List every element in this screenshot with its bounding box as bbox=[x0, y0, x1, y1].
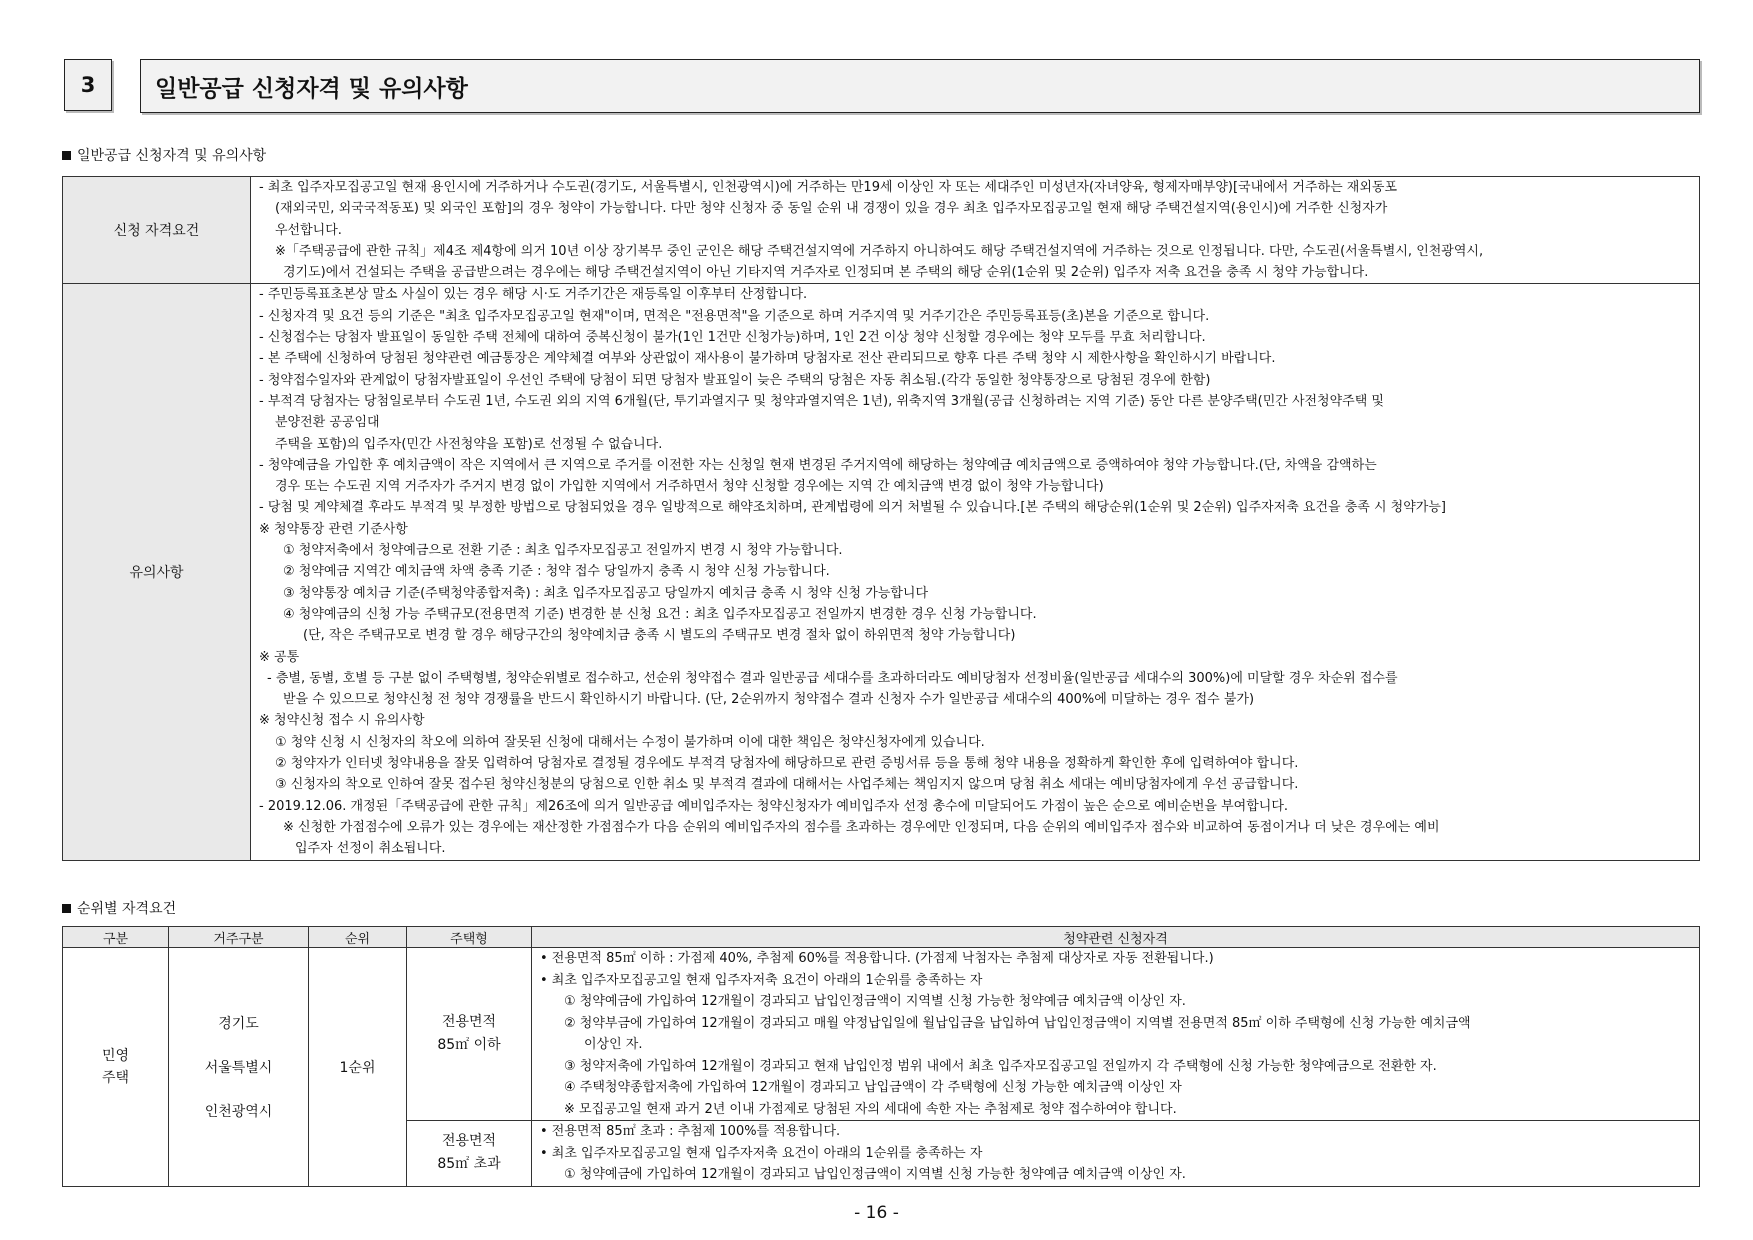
requirements-cell bbox=[532, 948, 1700, 1121]
requirement-line: ③ 청약저축에 가입하여 12개월이 경과되고 현재 납입인정 범위 내에서 최초 입주자모집공고일 전일까지 각 주택형에 신청 가능한 청약예금으로 전환한 자. bbox=[564, 1058, 1437, 1074]
notice-content bbox=[251, 284, 1700, 860]
notice-line: 받을 수 있으므로 청약신청 전 청약 경쟁률을 반드시 확인하시기 바랍니다. (단, 2순위까지 청약접수 결과 신청자 수가 일반공급 세대수의 400%에 미달하는 경우 접수 불가) bbox=[283, 692, 1255, 708]
notice-line: - 층별, 동별, 호별 등 구분 없이 주택형별, 청약순위별로 접수하고, 선순위 청약접수 결과 일반공급 세대수를 초과하더라도 예비당첨자 선정비율(일반공급 세대수의 300%)에 미달할 경우 차순위 접수를 bbox=[267, 670, 1398, 686]
square-bullet-icon bbox=[62, 151, 71, 160]
notice-line: 입주자 선정이 취소됩니다. bbox=[295, 841, 446, 857]
house-type-cell: 전용면적 85㎡ 이하 bbox=[407, 948, 532, 1121]
column-header: 구분 bbox=[63, 927, 169, 948]
notice-line: - 본 주택에 신청하여 당첨된 청약관련 예금통장은 계약체결 여부와 상관없이 재사용이 불가하며 당첨자로 전산 관리되므로 향후 다른 주택 청약 시 제한사항을 확인하시기 바랍니다. bbox=[259, 351, 1276, 367]
requirement-line: ① 청약예금에 가입하여 12개월이 경과되고 납입인정금액이 지역별 신청 가능한 청약예금 예치금액 이상인 자. bbox=[564, 994, 1186, 1009]
column-header: 거주구분 bbox=[169, 927, 309, 948]
region-cell bbox=[169, 948, 309, 1187]
qualification-content bbox=[251, 177, 1700, 284]
table-row bbox=[63, 948, 1700, 1121]
notice-line: ※ 공통 bbox=[259, 649, 300, 665]
notice-line: ※ 신청한 가점점수에 오류가 있는 경우에는 재산정한 가점점수가 다음 순위의 예비입주자의 점수를 초과하는 경우에만 인정되며, 다음 순위의 예비입주자 점수와 비교하여 동점이거나 더 낮은 경우에는 예비 bbox=[283, 819, 1440, 835]
section-number: 3 bbox=[64, 59, 112, 111]
notice-line: ※ 청약통장 관련 기준사항 bbox=[259, 521, 408, 537]
requirement-line: • 최초 입주자모집공고일 현재 입주자저축 요건이 아래의 1순위를 충족하는 자 bbox=[540, 1145, 983, 1161]
notice-line: 주택을 포함)의 입주자(민간 사전청약을 포함)로 선정될 수 없습니다. bbox=[275, 436, 663, 452]
notice-line: - 주민등록표초본상 말소 사실이 있는 경우 해당 시·도 거주기간은 재등록일 이후부터 산정합니다. bbox=[259, 287, 808, 303]
notice-line: ② 청약예금 지역간 예치금액 차액 충족 기준 : 청약 접수 당일까지 충족 시 청약 신청 가능합니다. bbox=[283, 564, 830, 580]
eligibility-table bbox=[62, 176, 1700, 861]
notice-line: ① 청약저축에서 청약예금으로 전환 기준 : 최초 입주자모집공고 전일까지 변경 시 청약 가능합니다. bbox=[283, 543, 843, 559]
requirement-line: • 전용면적 85㎡ 이하 : 가점제 40%, 추첨제 60%를 적용합니다. (가점제 낙첨자는 추첨제 대상자로 자동 전환됩니다.) bbox=[540, 951, 1214, 966]
requirement-line: • 전용면적 85㎡ 초과 : 추첨제 100%를 적용합니다. bbox=[540, 1124, 841, 1139]
table-header-row bbox=[63, 927, 1700, 948]
category-cell: 민영 주택 bbox=[63, 948, 169, 1187]
notice-line: - 청약접수일자와 관계없이 당첨자발표일이 우선인 주택에 당첨이 되면 당첨자 발표일이 늦은 주택의 당첨은 자동 취소됨.(각각 동일한 청약통장으로 당첨된 경우에 한함) bbox=[259, 372, 1211, 388]
notice-line: - 부적격 당첨자는 당첨일로부터 수도권 1년, 수도권 외의 지역 6개월(단, 투기과열지구 및 청약과열지역은 1년), 위축지역 3개월(공급 신청하려는 지역 기준) 동안 다른 분양주택(민간 사전청약주택 및 bbox=[259, 393, 1384, 409]
subsection-heading-eligibility bbox=[62, 145, 266, 165]
notice-line: ② 청약자가 인터넷 청약내용을 잘못 입력하여 당첨자로 결정될 경우에도 부적격 당첨자에 해당하므로 관련 증빙서류 등을 통해 청약 내용을 정확하게 확인한 후에 입력하여야 합니다. bbox=[275, 756, 1299, 772]
requirements-cell bbox=[532, 1121, 1700, 1187]
requirement-line: ② 청약부금에 가입하여 12개월이 경과되고 매월 약정납입일에 월납입금을 납입하여 납입인정금액이 지역별 전용면적 85㎡ 이하 주택형에 신청 가능한 예치금액 bbox=[564, 1015, 1471, 1031]
qualification-line: 경기도)에서 건설되는 주택을 공급받으려는 경우에는 해당 주택건설지역이 아닌 기타지역 거주자로 인정되며 본 주택의 해당 순위(1순위 및 2순위) 입주자 저축 요건을 충족 시 청약 가능합니다. bbox=[283, 265, 1369, 281]
notice-line: - 신청접수는 당첨자 발표일이 동일한 주택 전체에 대하여 중복신청이 불가(1인 1건만 신청가능)하며, 1인 2건 이상 청약 신청할 경우에는 청약 모두를 무효 처리합니다. bbox=[259, 330, 1206, 346]
requirement-line: • 최초 입주자모집공고일 현재 입주자저축 요건이 아래의 1순위를 충족하는 자 bbox=[540, 972, 983, 988]
notice-line: 경우 또는 수도권 지역 거주자가 주거지 변경 없이 가입한 지역에서 거주하면서 청약 신청할 경우에는 지역 간 예치금액 변경 없이 청약 가능합니다) bbox=[275, 479, 1104, 495]
notice-line: 분양전환 공공임대 bbox=[275, 415, 380, 431]
notice-line: ④ 청약예금의 신청 가능 주택규모(전용면적 기준) 변경한 분 신청 요건 : 최초 입주자모집공고 전일까지 변경한 경우 신청 가능합니다. bbox=[283, 606, 1037, 622]
rank-cell: 1순위 bbox=[309, 948, 407, 1187]
requirement-line: 이상인 자. bbox=[584, 1037, 643, 1052]
column-header: 순위 bbox=[309, 927, 407, 948]
subsection-title: 일반공급 신청자격 및 유의사항 bbox=[77, 148, 267, 164]
region-name: 인천광역시 bbox=[204, 1103, 273, 1120]
house-type-cell: 전용면적 85㎡ 초과 bbox=[407, 1121, 532, 1187]
notice-line: - 신청자격 및 요건 등의 기준은 "최초 입주자모집공고일 현재"이며, 면적은 "전용면적"을 기준으로 하며 거주지역 및 거주기간은 주민등록표등(초)본을 기준으로 합니다. bbox=[259, 308, 1210, 324]
column-header: 주택형 bbox=[407, 927, 532, 948]
notice-line: ※ 청약신청 접수 시 유의사항 bbox=[259, 713, 425, 729]
requirement-line: ④ 주택청약종합저축에 가입하여 12개월이 경과되고 납입금액이 각 주택형에 신청 가능한 예치금액 이상인 자 bbox=[564, 1080, 1182, 1095]
notice-line: ③ 청약통장 예치금 기준(주택청약종합저축) : 최초 입주자모집공고 당일까지 예치금 충족 시 청약 신청 가능합니다 bbox=[283, 585, 929, 601]
rank-qualification-table bbox=[62, 926, 1700, 1187]
qualification-line: - 최초 입주자모집공고일 현재 용인시에 거주하거나 수도권(경기도, 서울특별시, 인천광역시)에 거주하는 만19세 이상인 자 또는 세대주인 미성년자(자녀양육, 형제자매부양)[국내에서 거주하는 재외동포 bbox=[259, 180, 1398, 195]
square-bullet-icon bbox=[62, 904, 71, 913]
notice-line: ③ 신청자의 착오로 인하여 잘못 접수된 청약신청분의 당첨으로 인한 취소 및 부적격 결과에 대해서는 사업주체는 책임지지 않으며 당첨 취소 세대는 예비당첨자에게 우선 공급합니다. bbox=[275, 777, 1299, 793]
notice-line: ① 청약 신청 시 신청자의 착오에 의하여 잘못된 신청에 대해서는 수정이 불가하며 이에 대한 책임은 청약신청자에게 있습니다. bbox=[275, 734, 985, 750]
requirement-line: ① 청약예금에 가입하여 12개월이 경과되고 납입인정금액이 지역별 신청 가능한 청약예금 예치금액 이상인 자. bbox=[564, 1167, 1186, 1182]
qualification-label: 신청 자격요건 bbox=[63, 177, 251, 284]
notice-label: 유의사항 bbox=[63, 284, 251, 860]
column-header: 청약관련 신청자격 bbox=[532, 927, 1700, 948]
notice-line: - 2019.12.06. 개정된「주택공급에 관한 규칙」제26조에 의거 일반공급 예비입주자는 청약신청자가 예비입주자 선정 총수에 미달되어도 가점이 높은 순으로 예비순번을 부여합니다. bbox=[259, 798, 1289, 814]
qualification-line: 우선합니다. bbox=[275, 222, 342, 238]
qualification-row bbox=[63, 177, 1700, 284]
page-number: - 16 - bbox=[854, 1203, 899, 1223]
region-name: 경기도 bbox=[218, 1015, 259, 1032]
section-title: 일반공급 신청자격 및 유의사항 bbox=[140, 59, 1700, 113]
qualification-line: (재외국민, 외국국적동포) 및 외국인 포함]의 경우 청약이 가능합니다. 다만 청약 신청자 중 동일 순위 내 경쟁이 있을 경우 최초 입주자모집공고일 현재 해당 주택건설지역(용인시)에 거주한 신청자가 bbox=[275, 201, 1388, 217]
notice-row bbox=[63, 284, 1700, 860]
region-name: 서울특별시 bbox=[204, 1059, 273, 1076]
notice-line: - 청약예금을 가입한 후 예치금액이 작은 지역에서 큰 지역으로 주거를 이전한 자는 신청일 현재 변경된 주거지역에 해당하는 청약예금 예치금액으로 증액하여야 청약 가능합니다.(단, 차액을 감액하는 bbox=[259, 457, 1377, 473]
notice-line: (단, 작은 주택규모로 변경 할 경우 해당구간의 청약예치금 충족 시 별도의 주택규모 변경 절차 없이 하위면적 청약 가능합니다) bbox=[303, 628, 1016, 644]
qualification-line: ※「주택공급에 관한 규칙」제4조 제4항에 의거 10년 이상 장기복무 중인 군인은 해당 주택건설지역에 거주하지 아니하여도 해당 주택건설지역에 거주하는 것으로 인정됩니다. 다만, 수도권(서울특별시, 인천광역시, bbox=[275, 243, 1484, 259]
subsection-title: 순위별 자격요건 bbox=[77, 901, 177, 917]
requirement-line: ※ 모집공고일 현재 과거 2년 이내 가점제로 당첨된 자의 세대에 속한 자는 추첨제로 청약 접수하여야 합니다. bbox=[564, 1101, 1177, 1117]
subsection-heading-rank bbox=[62, 898, 176, 918]
notice-line: - 당첨 및 계약체결 후라도 부적격 및 부정한 방법으로 당첨되었을 경우 일방적으로 해약조치하며, 관계법령에 의거 처벌될 수 있습니다.[본 주택의 해당순위(1순위 및 2순위) 입주자저축 요건을 충족 시 청약가능] bbox=[259, 500, 1446, 516]
